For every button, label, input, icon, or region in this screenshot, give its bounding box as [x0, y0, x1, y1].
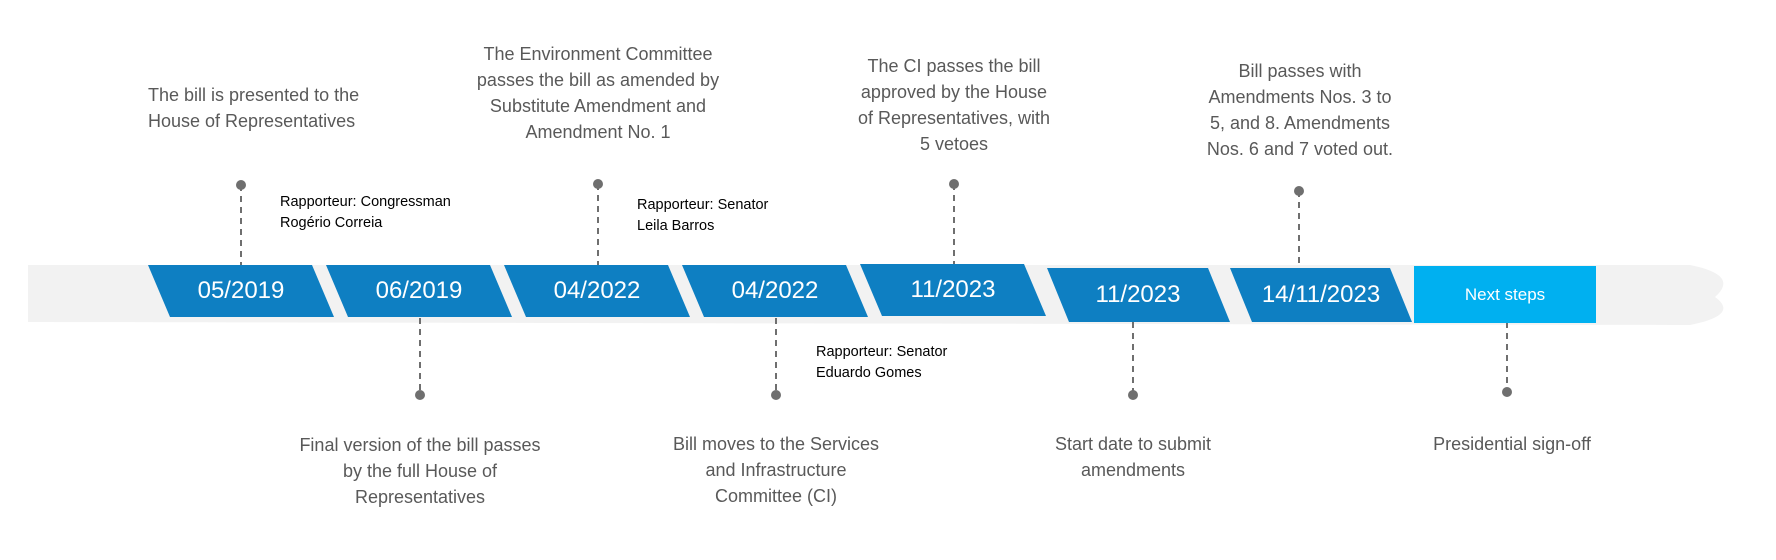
milestone-description: The bill is presented to the House of Representatives [148, 85, 360, 131]
connector-dot-11-2023-b [1128, 390, 1138, 400]
rapporteur-note: Rapporteur: Congressman Rogério Correia [280, 194, 451, 231]
milestone-chevron-14-11-2023 [1230, 268, 1412, 322]
connector-dot-11-2023-a [949, 179, 959, 189]
rapporteur-note: Rapporteur: Senator Eduardo Gomes [816, 344, 948, 381]
milestone-date: 05/2019 [197, 277, 285, 304]
milestone-description: The Environment Committee passes the bill as amended by Substitute Amendment and Amendment No. 1 [476, 44, 720, 142]
milestone-chevron-05-2019 [148, 265, 334, 317]
connector-dot-05-2019 [236, 180, 246, 190]
milestone-date: 06/2019 [375, 277, 463, 304]
milestone-description: Bill moves to the Services and Infrastructure Committee (CI) [672, 434, 880, 506]
milestone-chevron-04-2022-b [682, 265, 868, 317]
milestone-date: 11/2023 [910, 276, 996, 303]
connector-dot-14-11-2023 [1294, 186, 1304, 196]
connector-dot-next-steps [1502, 387, 1512, 397]
milestone-date: 14/11/2023 [1261, 281, 1381, 308]
milestone-date: 04/2022 [553, 277, 641, 304]
milestone-description: Start date to submit amendments [1054, 434, 1212, 480]
milestone-date: 11/2023 [1095, 281, 1181, 308]
milestone-description: The CI passes the bill approved by the House of Representatives, with 5 vetoes [857, 56, 1051, 154]
next-steps-label: Next steps [1464, 285, 1546, 304]
milestone-date: 04/2022 [731, 277, 819, 304]
milestone-chevron-11-2023-a [860, 264, 1046, 316]
milestone-chevron-11-2023-b [1047, 268, 1230, 322]
milestone-description: Bill passes with Amendments Nos. 3 to 5, and 8. Amendments Nos. 6 and 7 voted out. [1206, 61, 1394, 159]
connector-dot-04-2022-a [593, 179, 603, 189]
milestone-description: Final version of the bill passes by the full House of Representatives [299, 435, 541, 507]
milestone-chevron-06-2019 [326, 265, 512, 317]
connector-dot-06-2019 [415, 390, 425, 400]
next-steps-description: Presidential sign-off [1433, 434, 1591, 454]
rapporteur-note: Rapporteur: Senator Leila Barros [637, 197, 769, 234]
milestone-chevron-04-2022-a [504, 265, 690, 317]
connector-dot-04-2022-b [771, 390, 781, 400]
next-steps-box [1414, 266, 1596, 323]
